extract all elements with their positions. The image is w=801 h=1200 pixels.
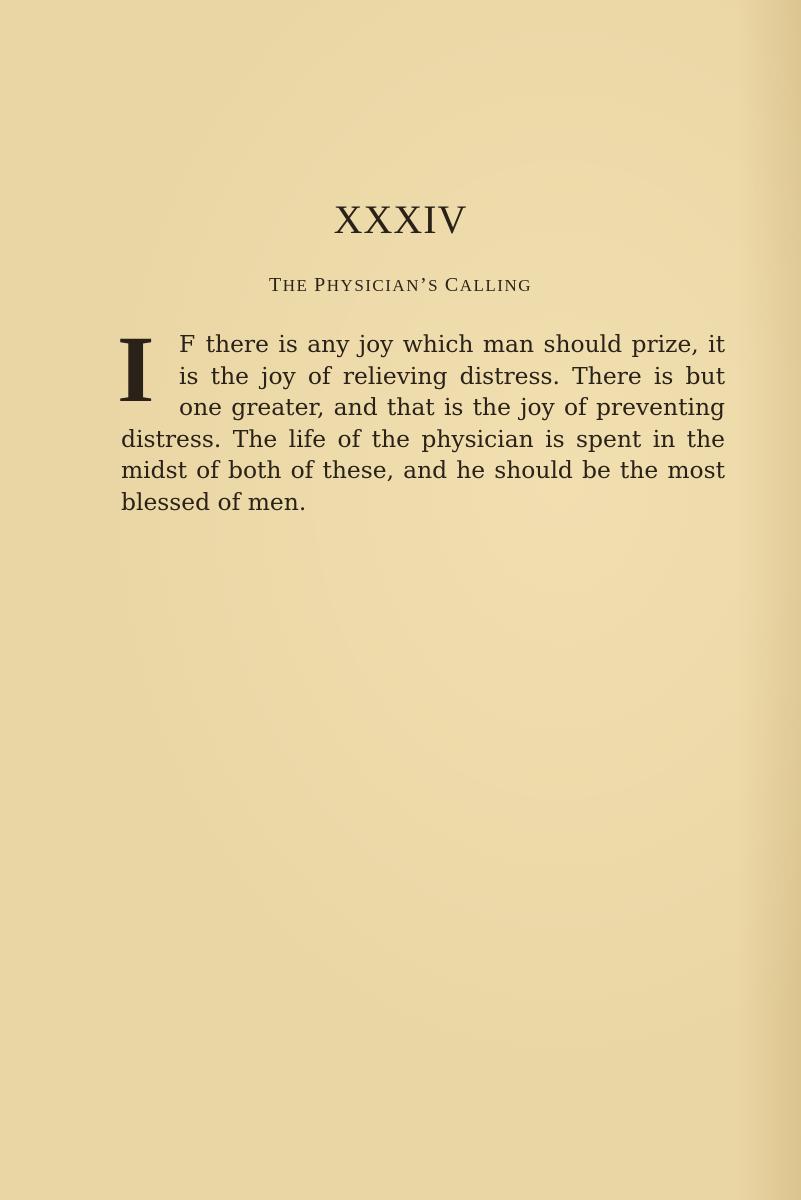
chapter-paragraph xyxy=(117,329,725,518)
drop-cap: I xyxy=(117,335,155,401)
chapter-title-t: T xyxy=(269,274,283,296)
chapter-title-alling: ALLING xyxy=(459,276,532,295)
chapter-title-he: HE xyxy=(282,276,315,295)
chapter-title-apostrophe: ’ xyxy=(420,274,429,296)
chapter-title-hysician: HYSICIAN xyxy=(326,276,420,295)
chapter-title-c: C xyxy=(444,274,460,296)
chapter-title xyxy=(0,274,801,297)
first-word-rest: F xyxy=(179,330,197,358)
paragraph-text: there is any joy which man should prize, it is the joy of relieving distress. There is but one greater, and that is the joy of preventing distress. The life of the physician is spent in the midst of both of these, and he should be the most blessed of men. xyxy=(121,330,725,516)
chapter-title-s: S xyxy=(428,276,445,295)
chapter-number: XXXIV xyxy=(333,197,468,242)
chapter-title-p: P xyxy=(314,274,327,296)
